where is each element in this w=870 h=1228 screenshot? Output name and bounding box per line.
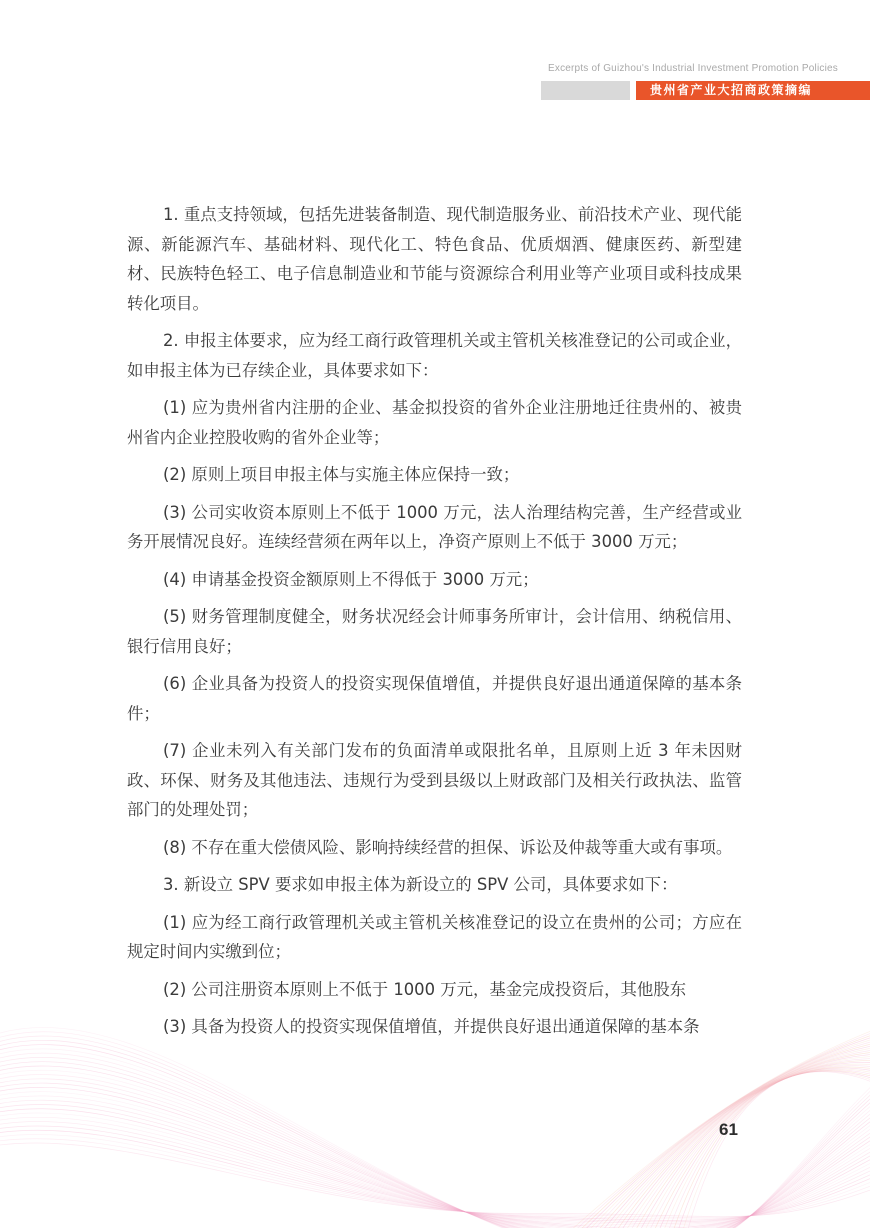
paragraph: (4) 申请基金投资金额原则上不得低于 3000 万元； xyxy=(163,569,539,589)
paragraph: 3. 新设立 SPV 要求如申报主体为新设立的 SPV 公司，具体要求如下： xyxy=(163,875,678,894)
header-gray-bar xyxy=(541,81,630,100)
paragraph: (2) 原则上项目申报主体与实施主体应保持一致； xyxy=(163,465,520,484)
header-title-bar xyxy=(636,81,870,100)
paragraph: (7) 企业未列入有关部门发布的负面清单或限批名单，且原则上近 3 年未因财政、环保、财务及其他违法、违规行为受到县级以上财政部门及相关行政执法、监管部门的处理处罚； xyxy=(127,741,742,819)
paragraph: (3) 公司实收资本原则上不低于 1000 万元，法人治理结构完善，生产经营或业务开展情况良好。连续经营须在两年以上，净资产原则上不低于 3000 万元； xyxy=(127,502,742,551)
paragraph: (2) 公司注册资本原则上不低于 1000 万元，基金完成投资后，其他股东 xyxy=(163,979,687,999)
wave-line xyxy=(650,1067,870,1228)
body-text xyxy=(127,200,742,1050)
wave-line xyxy=(615,1053,870,1228)
wave-line xyxy=(635,1062,870,1228)
paragraph: (3) 具备为投资人的投资实现保值增值，并提供良好退出通道保障的基本条 xyxy=(163,1017,700,1036)
paragraph: (6) 企业具备为投资人的投资实现保值增值，并提供良好退出通道保障的基本条件； xyxy=(127,674,742,723)
paragraph: (1) 应为贵州省内注册的企业、基金拟投资的省外企业注册地迁往贵州的、被贵州省内企业控股收购的省外企业等； xyxy=(127,398,742,447)
header-subtitle-en: Excerpts of Guizhou's Industrial Investment Promotion Policies xyxy=(548,63,838,74)
page-number: 61 xyxy=(719,1120,738,1139)
paragraph: (1) 应为经工商行政管理机关或主管机关核准登记的设立在贵州的公司；方应在规定时间内实缴到位； xyxy=(127,912,742,961)
paragraph: 1. 重点支持领域，包括先进装备制造、现代制造服务业、前沿技术产业、现代能源、新能源汽车、基础材料、现代化工、特色食品、优质烟酒、健康医药、新型建材、民族特色轻工、电子信息制造业和节能与资源综合利用业等产业项目或科技成果转化项目。 xyxy=(127,205,742,313)
wave-line xyxy=(0,1109,870,1228)
wave-line xyxy=(0,1113,870,1227)
wave-line xyxy=(630,1061,870,1228)
paragraph: 2. 申报主体要求，应为经工商行政管理机关或主管机关核准登记的公司或企业，如申报主体为已存续企业，具体要求如下： xyxy=(127,331,742,380)
paragraph: (8) 不存在重大偿债风险、影响持续经营的担保、诉讼及仲裁等重大或有事项。 xyxy=(163,837,733,857)
header-title-cn: 贵州省产业大招商政策摘编 xyxy=(650,83,813,97)
paragraph: (5) 财务管理制度健全，财务状况经会计师事务所审计，会计信用、纳税信用、银行信用良好； xyxy=(127,607,742,656)
